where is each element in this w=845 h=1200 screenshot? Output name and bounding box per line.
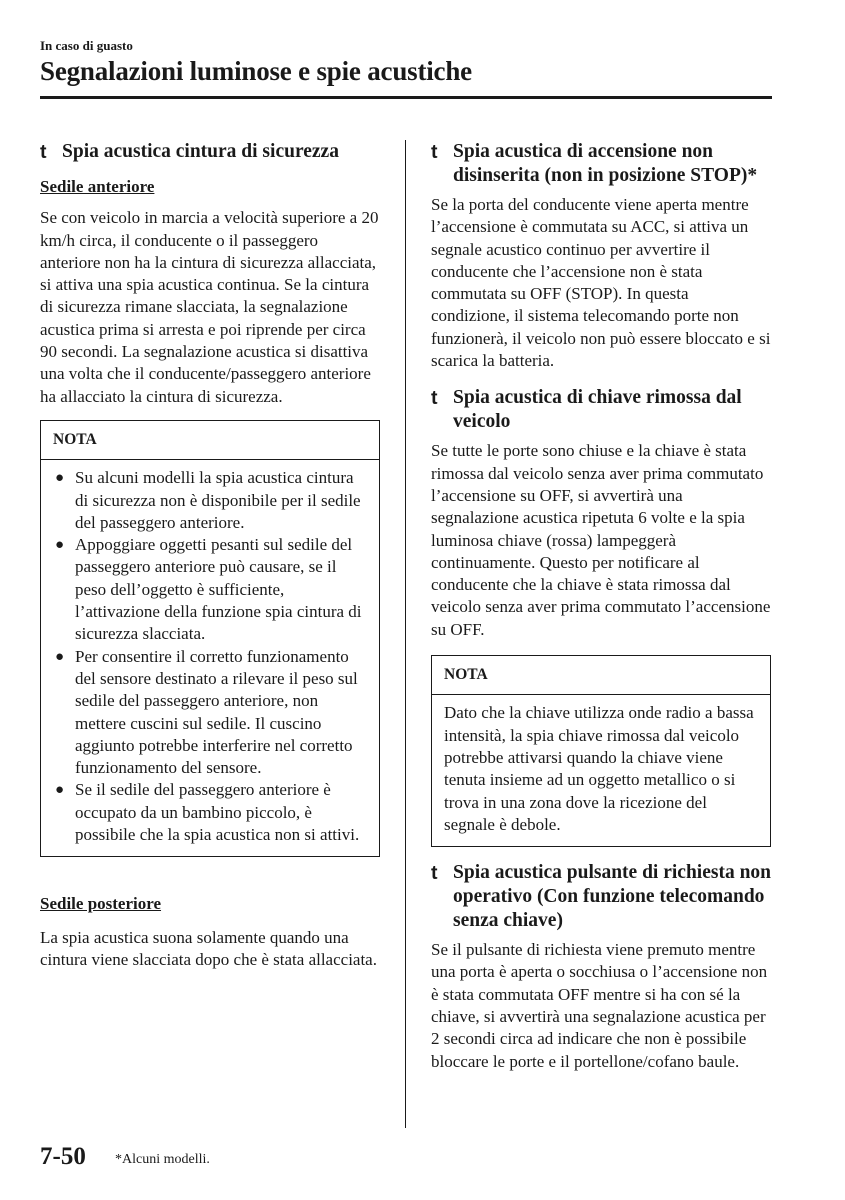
page-number: 7-50 bbox=[40, 1143, 86, 1170]
heading-seatbelt-chime bbox=[40, 140, 380, 164]
column-divider bbox=[405, 140, 406, 1128]
note-box-right bbox=[431, 655, 771, 847]
heading-text: Spia acustica pulsante di richiesta non operativo (Con funzione telecomando senza chiave) bbox=[453, 862, 772, 932]
subheading-front-seat: Sedile anteriore bbox=[40, 177, 155, 196]
note-title: NOTA bbox=[41, 421, 379, 460]
bullet-icon: t bbox=[431, 141, 438, 163]
heading-key-removed-chime bbox=[431, 386, 771, 434]
paragraph-request-switch: Se il pulsante di richiesta viene premuto mentre una porta è aperta o socchiusa o l’accensione non è stata commutata OFF mentre si ha con sé la chiave, si avvertirà una segnalazione acustica per 2 secondi circa ad indicare che non è possibile bloccare le porte e il portellone/cofano baule. bbox=[431, 940, 768, 1071]
footnote: *Alcuni modelli. bbox=[115, 1152, 210, 1167]
note-title: NOTA bbox=[432, 656, 770, 695]
note-body bbox=[432, 695, 770, 846]
paragraph-key-removed: Se tutte le porte sono chiuse e la chiave è stata rimossa dal veicolo senza aver prima commutato l’accensione su OFF, si avvertirà una segnalazione acustica ripetuta 6 volte e la spia luminosa chiave (rossa) lampeggerà continuamente. Questo per notificare al conducente che la chiave è stata rimossa dal veicolo senza aver prima commutato l’accensione su OFF. bbox=[431, 441, 771, 639]
title-rule bbox=[40, 96, 772, 99]
section-label: In caso di guasto bbox=[40, 38, 133, 53]
bullet-icon: t bbox=[431, 387, 438, 410]
note-box-left bbox=[40, 420, 380, 857]
bullet-dot-icon: ● bbox=[55, 537, 65, 554]
bullet-dot-icon: ● bbox=[55, 470, 65, 487]
heading-request-switch-chime bbox=[431, 861, 771, 933]
heading-text: Spia acustica di chiave rimossa dal veicolo bbox=[453, 387, 742, 433]
paragraph-ignition: Se la porta del conducente viene aperta mentre l’accensione è commutata su ACC, si attiva un segnale acustico continuo per avvertire il conducente che l’accensione non è stata commutata su OFF (STOP). In questa condizione, il sistema telecomando porte non funzionerà, il veicolo non può essere bloccato e si scarica la batteria. bbox=[431, 195, 771, 371]
note-list bbox=[53, 467, 367, 846]
heading-text: Spia acustica di accensione non disinserita (non in posizione STOP)* bbox=[453, 141, 758, 186]
heading-text: Spia acustica cintura di sicurezza bbox=[62, 141, 339, 162]
bullet-icon: t bbox=[40, 141, 47, 163]
right-column bbox=[431, 140, 771, 1073]
note-body bbox=[41, 460, 379, 856]
note-text: Dato che la chiave utilizza onde radio a bassa intensità, la spia chiave rimossa dal veicolo potrebbe attivarsi quando la chiave viene tenuta insieme ad un oggetto metallico o si trova in una zona dove la ricezione del segnale è debole. bbox=[444, 703, 754, 834]
bullet-icon: t bbox=[431, 862, 438, 885]
bullet-dot-icon: ● bbox=[55, 782, 65, 799]
bullet-dot-icon: ● bbox=[55, 648, 65, 665]
paragraph-rear-seat: La spia acustica suona solamente quando una cintura viene slacciata dopo che è stata allacciata. bbox=[40, 927, 377, 969]
note-item: ● Appoggiare oggetti pesanti sul sedile del passeggero anteriore può causare, se il peso dell’oggetto è sufficiente, l’attivazione della funzione spia cintura di sicurezza slacciata. bbox=[55, 535, 362, 644]
paragraph-front-seat: Se con veicolo in marcia a velocità superiore a 20 km/h circa, il conducente o il passeggero anteriore non ha la cintura di sicurezza allacciata, si attiva una spia acustica continua. Se la cintura di sicurezza rimane slacciata, la segnalazione acustica prima si arresta e poi riprende per circa 90 secondi. La segnalazione acustica si disattiva una volta che il conducente/passeggero anteriore ha allacciato la cintura di sicurezza. bbox=[40, 208, 379, 406]
note-item: ● Su alcuni modelli la spia acustica cintura di sicurezza non è disponibile per il sedile del passeggero anteriore. bbox=[55, 468, 361, 532]
page-title: Segnalazioni luminose e spie acustiche bbox=[40, 56, 472, 86]
heading-ignition-chime bbox=[431, 140, 771, 188]
note-item: ● Se il sedile del passeggero anteriore è occupato da un bambino piccolo, è possibile che la spia acustica non si attivi. bbox=[55, 780, 360, 845]
note-item: ● Per consentire il corretto funzionamento del sensore destinato a rilevare il peso sul sedile del passeggero anteriore, non mettere cuscini sul sedile. Il cuscino aggiunto potrebbe interferire nel corretto funzionamento del sensore. bbox=[55, 646, 358, 778]
subheading-rear-seat: Sedile posteriore bbox=[40, 894, 162, 914]
left-column bbox=[40, 140, 380, 971]
